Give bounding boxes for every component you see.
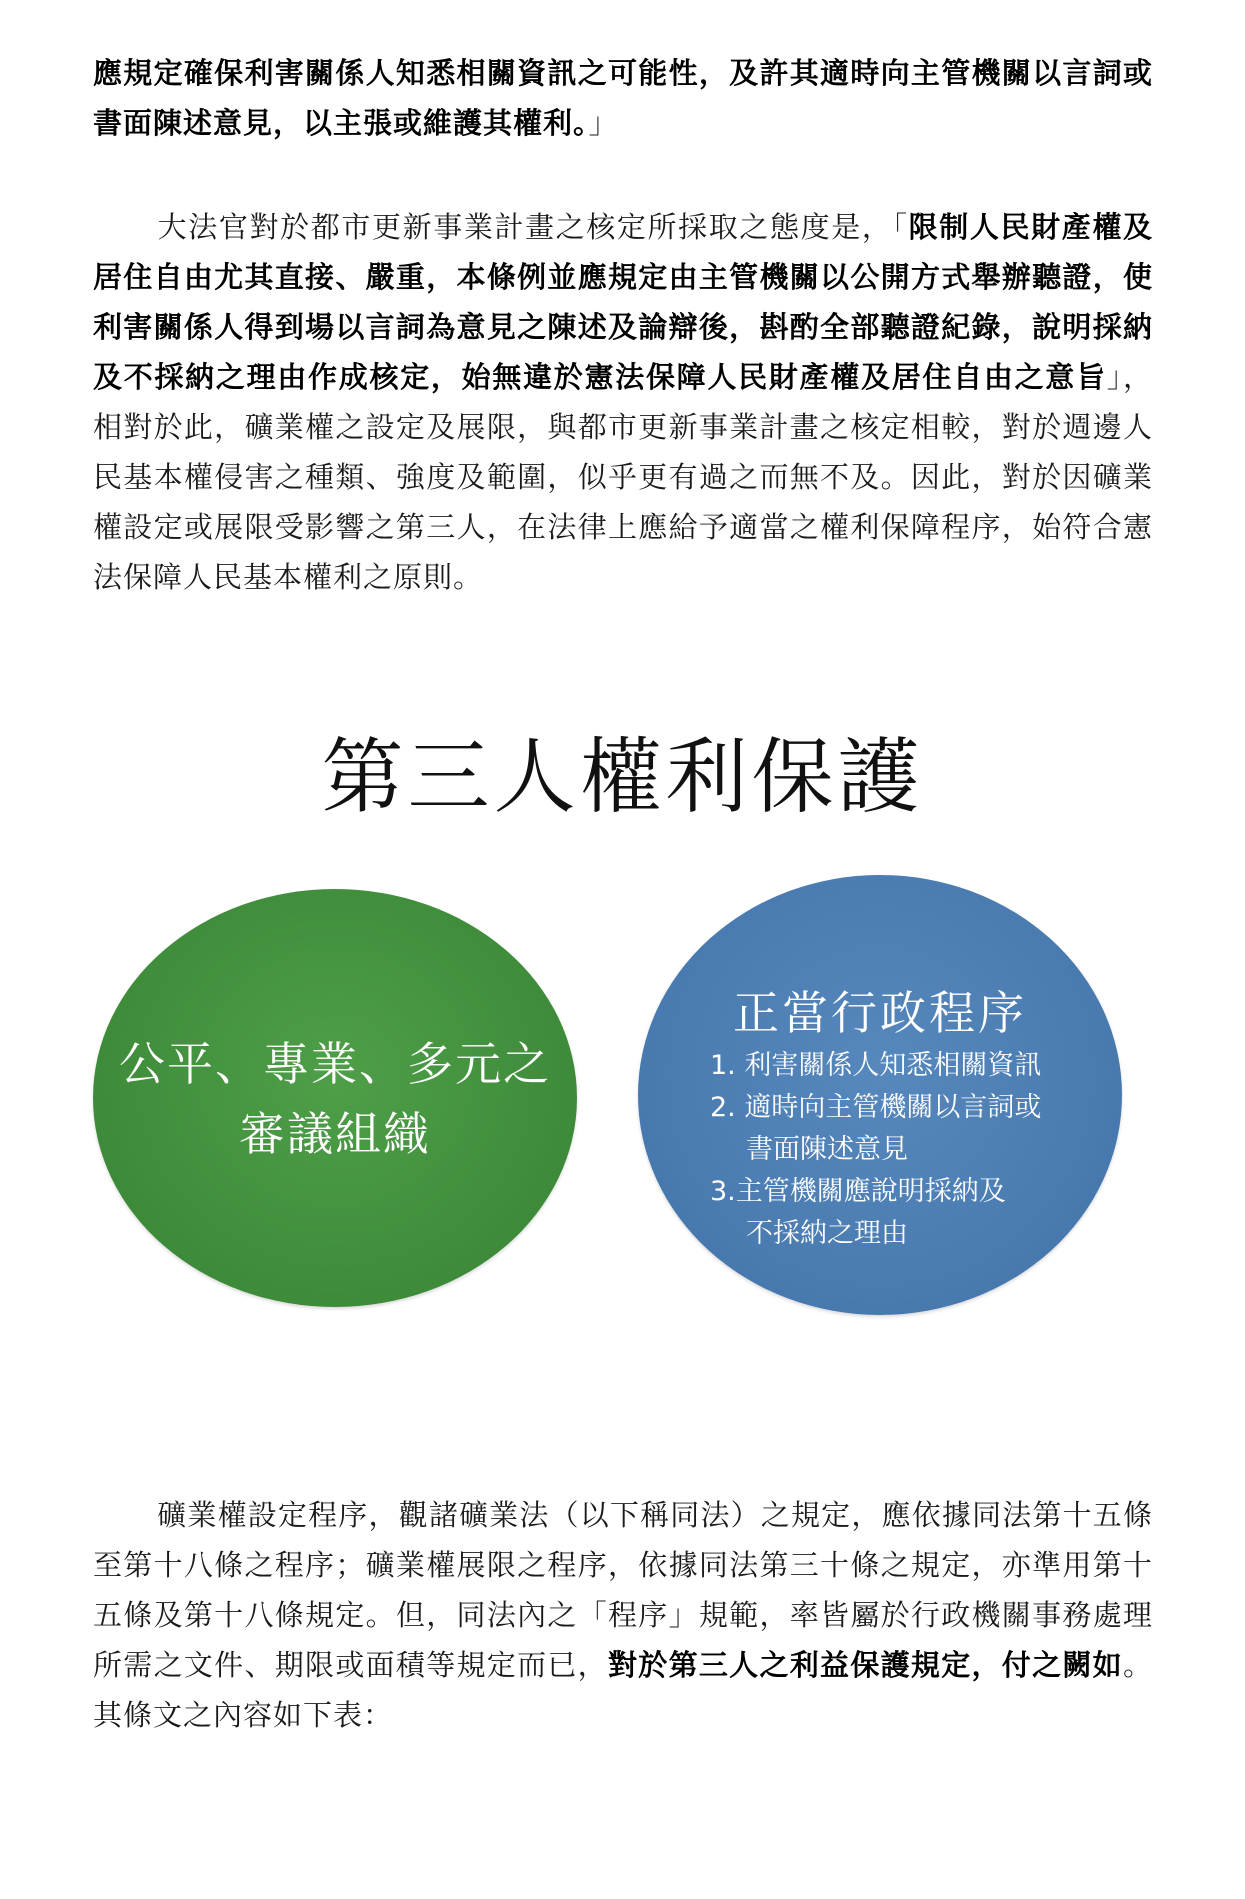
list-item: 1. 利害關係人知悉相關資訊 (710, 1050, 1042, 1081)
paragraph-2-lead: 大法官對於都市更新事業計畫之核定所採取之態度是，「 (157, 210, 909, 244)
right-circle-heading: 正當行政程序 (733, 986, 1027, 1040)
fair-review-committee-circle (93, 889, 577, 1307)
list-item: 2. 適時向主管機關以言詞或 (710, 1092, 1042, 1123)
list-item: 3.主管機關應說明採納及 (710, 1176, 1006, 1207)
paragraph-3 (93, 1490, 1153, 1740)
left-circle-text (93, 1029, 577, 1169)
paragraph-3-bold: 對於第三人之利益保護規定，付之闕如 (607, 1648, 1123, 1682)
paragraph-2 (93, 202, 1153, 602)
paragraph-2-bold: 限制人民財產權及居住自由尤其直接、嚴重，本條例並應規定由主管機關以公開方式舉辦聽證，使利害關係人得到場以言詞為意見之陳述及論辯後，斟酌全部聽證紀錄，說明採納及不採納之理由作成核定，始無違於憲法保障人民財產權及居住自由之意旨 (93, 210, 1153, 394)
due-process-list (710, 1045, 1090, 1255)
paragraph-1-bold: 應規定確保利害關係人知悉相關資訊之可能性，及許其適時向主管機關以言詞或書面陳述意見，以主張或維護其權利。 (93, 56, 1153, 140)
left-circle-line-2: 審議組織 (239, 1107, 431, 1161)
paragraph-2-tail: 」，相對於此，礦業權之設定及展限，與都市更新事業計畫之核定相較，對於週邊人民基本權侵害之種類、強度及範圍，似乎更有過之而無不及。因此，對於因礦業權設定或展限受影響之第三人，在法律上應給予適當之權利保障程序，始符合憲法保障人民基本權利之原則。 (93, 360, 1153, 594)
paragraph-1-tail: 」 (588, 106, 619, 140)
paragraph-3-lead: 礦業權設定程序，觀諸礦業法（以下稱同法）之規定，應依據同法第十五條至第十八條之程序；礦業權展限之程序，依據同法第三十條之規定，亦準用第十五條及第十八條規定。但，同法內之「程序」規範，率皆屬於行政機關事務處理所需之文件、期限或面積等規定而已， (93, 1498, 1153, 1682)
paragraph-3-tail: 。其條文之內容如下表： (93, 1648, 1153, 1732)
diagram-title: 第三人權利保護 (321, 730, 924, 825)
paragraph-1 (93, 48, 1153, 148)
left-circle-line-1: 公平、專業、多元之 (119, 1037, 551, 1091)
list-item: 不採納之理由 (746, 1218, 908, 1249)
list-item: 書面陳述意見 (746, 1134, 908, 1165)
due-process-circle (638, 875, 1122, 1315)
